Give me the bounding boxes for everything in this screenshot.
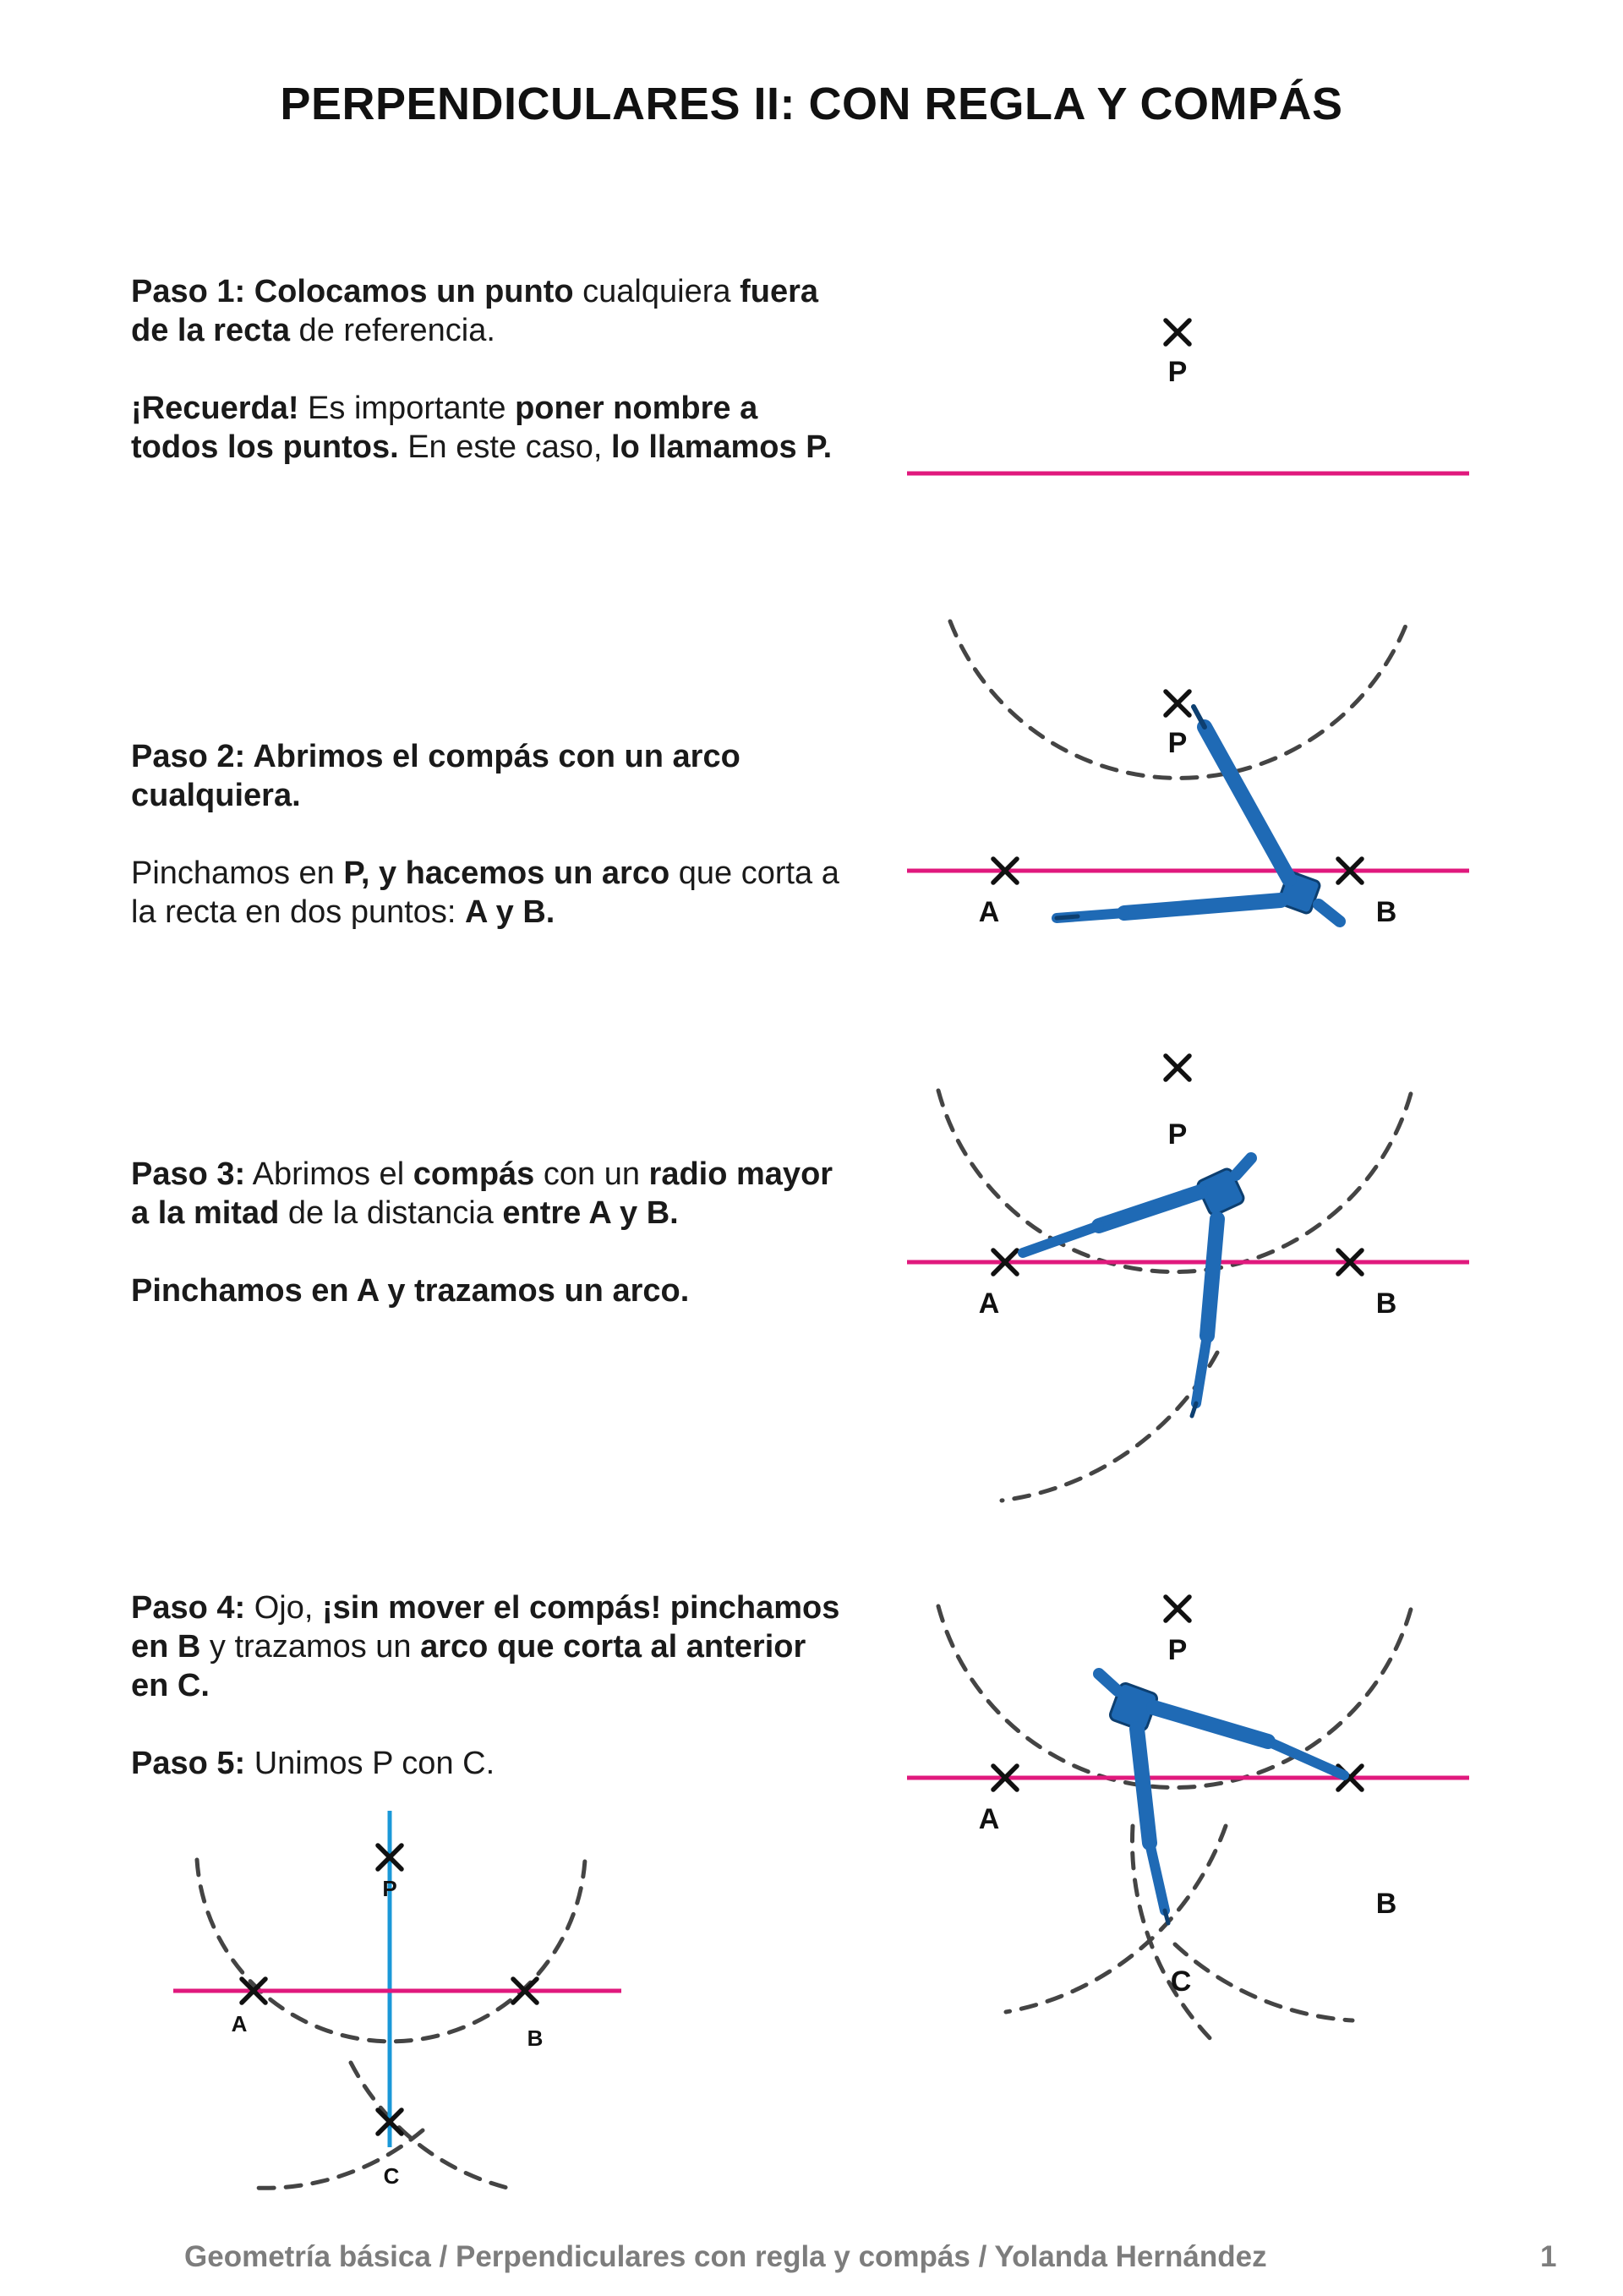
text-run: En este caso,	[398, 429, 612, 465]
text-run: Abrimos el	[245, 1156, 413, 1192]
point-a-label: A	[978, 896, 1000, 928]
point-p-label: P	[1167, 727, 1188, 759]
arc-from-b-right	[1175, 1944, 1352, 2020]
page-title: PERPENDICULARES II: CON REGLA Y COMPÁS	[280, 79, 1343, 129]
compass-icon	[1057, 707, 1340, 921]
text-run: Ojo,	[245, 1590, 322, 1626]
figure-step-4	[907, 1597, 1469, 2046]
text-run: fuera de la recta	[131, 274, 818, 348]
point-p-label: P	[1167, 1634, 1188, 1666]
compass-icon	[1023, 1158, 1251, 1416]
text-run: Paso 5:	[131, 1746, 246, 1781]
text-run: que corta a la recta en dos puntos:	[131, 856, 839, 930]
point-p-label: P	[1167, 356, 1188, 388]
point-p-marker	[1166, 692, 1189, 715]
text-run: de la distancia	[279, 1195, 503, 1231]
arc-from-b	[351, 2063, 507, 2188]
figure-step-5	[173, 1811, 621, 2189]
arc-from-a	[1002, 1353, 1217, 1501]
point-a-label: A	[231, 2011, 248, 2036]
text-run: Paso 1: Colocamos un punto	[131, 274, 574, 309]
point-c-label: C	[1170, 1965, 1192, 1998]
text-run: ¡sin mover el compás! pinchamos en B	[131, 1590, 840, 1665]
text-run: Pinchamos en A y trazamos un arco.	[131, 1273, 690, 1309]
point-p-marker	[1166, 320, 1189, 344]
figure-step-1	[907, 320, 1469, 473]
text-run: Paso 2: Abrimos el compás con un arco cualquiera.	[131, 739, 740, 813]
point-c-label: C	[383, 2163, 400, 2189]
text-run: de referencia.	[290, 313, 495, 348]
point-a-label: A	[978, 1287, 1000, 1320]
text-run: poner nombre a todos los puntos.	[131, 391, 758, 465]
text-run: Es importante	[298, 391, 516, 426]
page-number: 1	[1540, 2240, 1557, 2273]
text-run: radio mayor a la mitad	[131, 1156, 833, 1231]
text-run: Paso 3:	[131, 1156, 246, 1192]
text-run: A y B.	[465, 894, 555, 930]
text-run: Unimos P con C.	[245, 1746, 495, 1781]
text-run: y trazamos un	[200, 1629, 421, 1665]
point-p-marker	[1166, 1056, 1189, 1080]
arc-from-a	[1132, 1826, 1217, 2046]
text-run: P, y hacemos un arco	[343, 856, 670, 891]
arc-from-b	[1006, 1826, 1226, 2012]
point-b-label: B	[1375, 1287, 1397, 1320]
text-run: arco que corta al anterior en C.	[131, 1629, 806, 1703]
point-a-label: A	[978, 1803, 1000, 1835]
point-p-label: P	[382, 1876, 397, 1901]
point-b-label: B	[1375, 896, 1397, 928]
text-run: Pinchamos en	[131, 856, 344, 891]
text-run: entre A y B.	[502, 1195, 679, 1231]
point-b-label: B	[1375, 1888, 1397, 1920]
figure-step-2	[907, 621, 1469, 928]
text-run: compás	[413, 1156, 535, 1192]
point-b-label: B	[527, 2025, 544, 2051]
text-run: lo llamamos P.	[611, 429, 833, 465]
figure-step-3	[907, 1056, 1469, 1501]
text-run: cualquiera	[573, 274, 740, 309]
footer-text: Geometría básica / Perpendiculares con regla y compás / Yolanda Hernández	[184, 2240, 1267, 2273]
text-run: Paso 4:	[131, 1590, 246, 1626]
text-run: con un	[534, 1156, 649, 1192]
text-run: ¡Recuerda!	[131, 391, 299, 426]
point-p-marker	[1166, 1597, 1189, 1621]
point-p-label: P	[1167, 1118, 1188, 1151]
